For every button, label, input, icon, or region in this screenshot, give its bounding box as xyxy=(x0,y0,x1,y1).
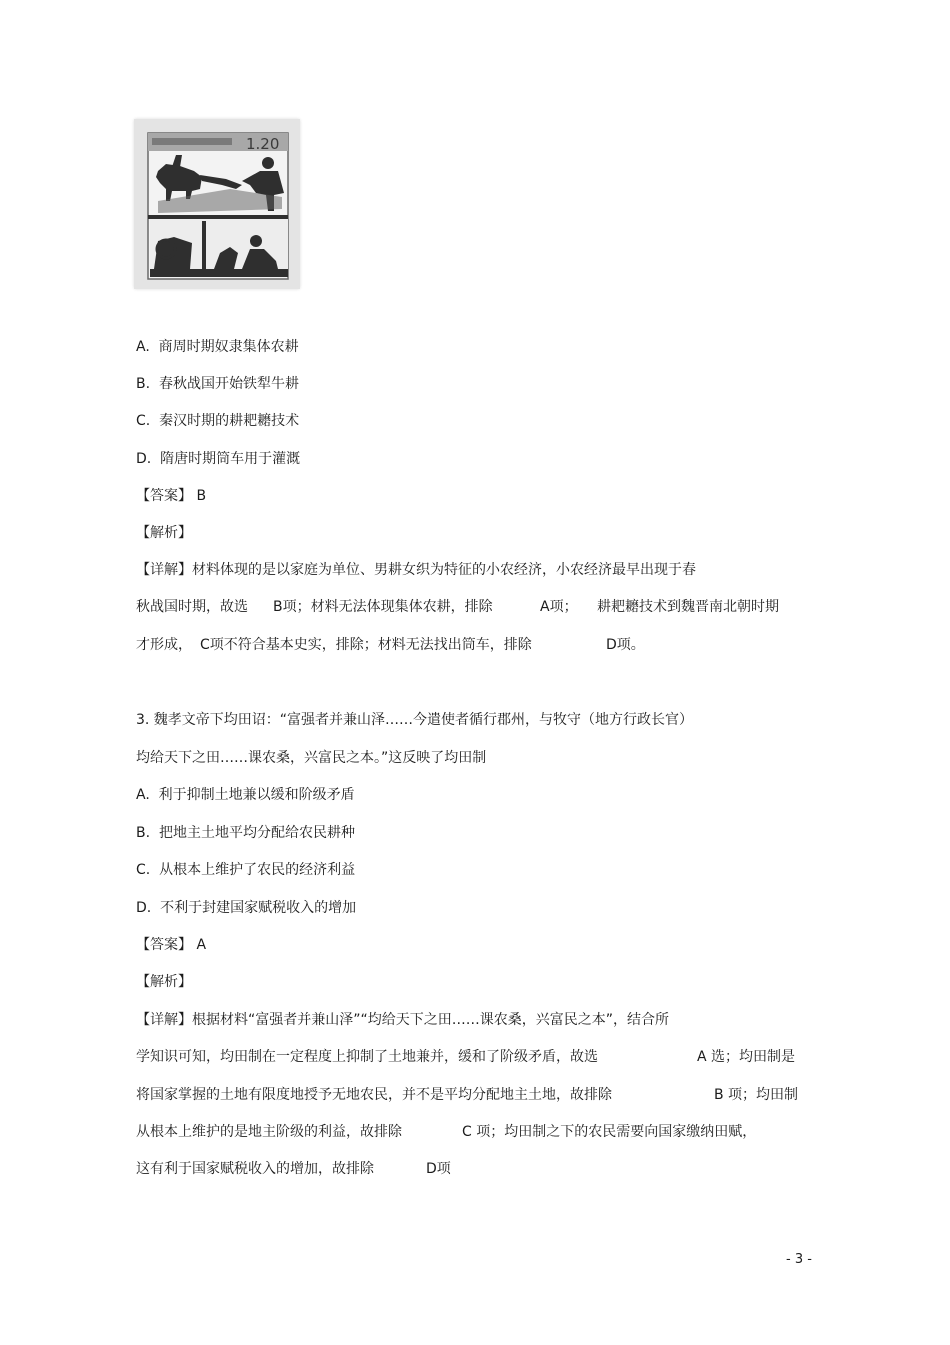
q3-stem-line-2: 均给天下之田……课农桑，兴富民之本。”这反映了均田制 xyxy=(136,750,487,766)
q2-detail-segment: 秋战国时期，故选 xyxy=(136,599,248,615)
stamp-image xyxy=(134,119,300,289)
q3-detail-segment: B 项；均田制 xyxy=(714,1087,799,1103)
q3-option-d: D. 不利于封建国家赋税收入的增加 xyxy=(136,900,357,916)
q3-detail-segment: 学知识可知，均田制在一定程度上抑制了土地兼并，缓和了阶级矛盾，故选 xyxy=(136,1049,598,1065)
q3-answer: 【答案】 A xyxy=(136,937,207,953)
q3-option-c: C. 从根本上维护了农民的经济利益 xyxy=(136,862,356,878)
q3-option-b: B. 把地主土地平均分配给农民耕种 xyxy=(136,825,355,841)
q2-detail-segment: C项不符合基本史实，排除；材料无法找出筒车，排除 xyxy=(200,637,532,653)
q3-detail-segment: C 项；均田制之下的农民需要向国家缴纳田赋， xyxy=(462,1124,757,1140)
q2-option-a: A. 商周时期奴隶集体农耕 xyxy=(136,339,299,355)
q2-answer: 【答案】 B xyxy=(136,488,207,504)
q3-detail-line-4 xyxy=(136,1122,816,1142)
q3-detail-segment: D项 xyxy=(426,1161,451,1177)
q2-detail-segment: D项。 xyxy=(606,637,645,653)
q2-detail-segment: 耕耙耱技术到魏晋南北朝时期 xyxy=(597,599,779,615)
q3-stem-line-1: 3. 魏孝文帝下均田诏：“富强者并兼山泽……今遣使者循行郡州，与牧守（地方行政长官） xyxy=(136,712,694,728)
q3-detail-segment: 从根本上维护的是地主阶级的利益，故排除 xyxy=(136,1124,402,1140)
q2-option-b: B. 春秋战国开始铁犁牛耕 xyxy=(136,376,299,392)
q2-option-c: C. 秦汉时期的耕耙耱技术 xyxy=(136,413,300,429)
q3-option-a: A. 利于抑制土地兼以缓和阶级矛盾 xyxy=(136,787,355,803)
q2-detail-line-2 xyxy=(136,597,816,617)
q3-detail-line-3 xyxy=(136,1085,816,1105)
q3-detail-segment: 这有利于国家赋税收入的增加，故排除 xyxy=(136,1161,374,1177)
q3-detail-line-1: 【详解】根据材料“富强者并兼山泽”“均给天下之田……课农桑，兴富民之本”，结合所 xyxy=(136,1012,670,1028)
q3-detail-line-5 xyxy=(136,1159,816,1179)
q3-detail-segment: A 选；均田制是 xyxy=(697,1049,796,1065)
page-number: - 3 - xyxy=(786,1252,812,1267)
q2-detail-segment: 才形成， xyxy=(136,637,192,653)
q2-detail-line-3 xyxy=(136,635,816,655)
q3-detail-segment: 将国家掌握的土地有限度地授予无地农民，并不是平均分配地主土地，故排除 xyxy=(136,1087,612,1103)
q2-detail-segment: A项； xyxy=(540,599,578,615)
q2-analysis-label: 【解析】 xyxy=(136,525,192,541)
q2-detail-line-1: 【详解】材料体现的是以家庭为单位、男耕女织为特征的小农经济，小农经济最早出现于春 xyxy=(136,562,696,578)
q3-analysis-label: 【解析】 xyxy=(136,974,192,990)
stamp-illustration xyxy=(134,119,300,289)
q2-detail-segment: B项；材料无法体现集体农耕，排除 xyxy=(273,599,493,615)
svg-text:1.20: 1.20 xyxy=(246,135,280,153)
q2-option-d: D. 隋唐时期筒车用于灌溉 xyxy=(136,451,301,467)
q3-detail-line-2 xyxy=(136,1047,816,1067)
